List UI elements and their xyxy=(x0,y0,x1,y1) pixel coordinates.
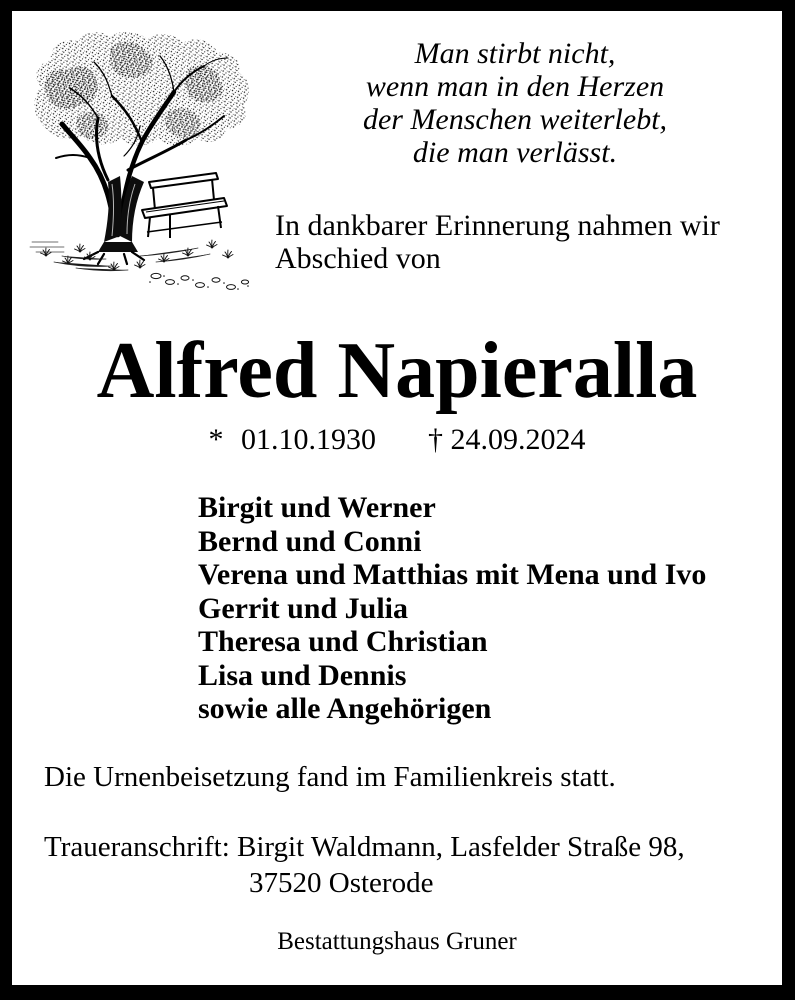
death-date: † 24.09.2024 xyxy=(428,423,586,456)
mourner-line: Verena und Matthias mit Mena und Ivo xyxy=(198,558,707,591)
mourner-line: Gerrit und Julia xyxy=(198,591,409,625)
obituary-sheet xyxy=(12,11,782,985)
funeral-home-name: Bestattungshaus Gruner xyxy=(277,928,517,955)
intro-line: Abschied von xyxy=(275,242,441,275)
memorial-verse xyxy=(280,37,750,169)
mourner-line: Birgit und Werner xyxy=(198,491,436,524)
verse-line: wenn man in den Herzen xyxy=(365,70,665,103)
ground xyxy=(30,240,249,290)
intro-line: In dankbarer Erinnerung nahmen wir xyxy=(275,209,720,242)
life-dates xyxy=(12,423,782,457)
mourners-list xyxy=(198,491,778,726)
deceased-name: Alfred Napieralla xyxy=(96,327,698,415)
tree-trunk xyxy=(84,176,144,264)
tree-with-bench-illustration xyxy=(28,30,258,296)
mourner-line: Bernd und Conni xyxy=(198,524,422,558)
condolence-address-line2: 37520 Osterode xyxy=(249,867,434,899)
mourner-line: Theresa und Christian xyxy=(198,625,488,658)
burial-note: Die Urnenbeisetzung fand im Familienkreis statt. xyxy=(44,761,616,793)
bench xyxy=(142,173,227,238)
verse-line: die man verlässt. xyxy=(412,136,618,169)
mourner-line: sowie alle Angehörigen xyxy=(198,692,492,725)
verse-line: der Menschen weiterlebt, xyxy=(362,103,668,136)
birth-date: * 01.10.1930 xyxy=(208,423,376,456)
mourner-line: Lisa und Dennis xyxy=(198,658,407,692)
verse-line: Man stirbt nicht, xyxy=(414,37,616,70)
condolence-address-line1: Traueranschrift: Birgit Waldmann, Lasfelder Straße 98, xyxy=(44,831,685,863)
intro-text xyxy=(275,209,775,275)
